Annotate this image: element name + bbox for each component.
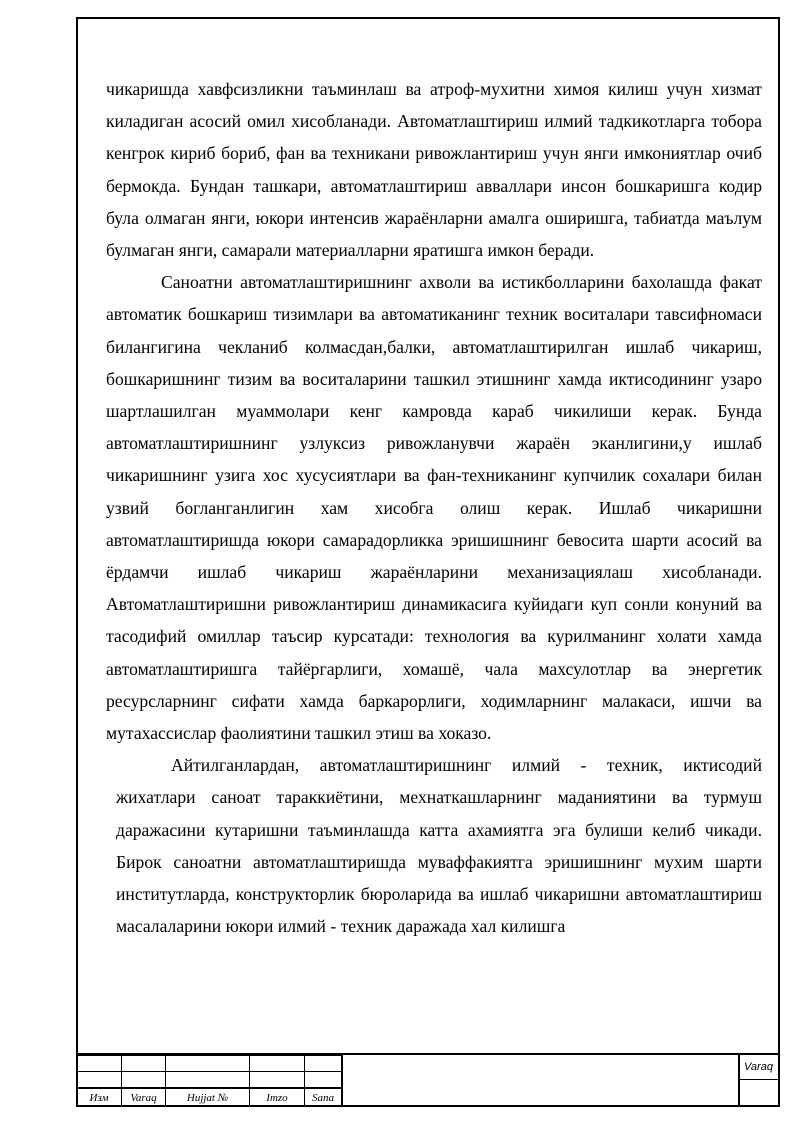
title-block-divider [341, 1055, 343, 1107]
col-hujjat-label: Hujjat № [166, 1088, 250, 1106]
title-block-row [77, 1072, 342, 1089]
col-imzo-label: Imzo [250, 1088, 305, 1106]
col-izm-label: Изм [77, 1088, 122, 1106]
document-body [106, 73, 762, 942]
paragraph-3: Айтилганлардан, автоматлаштиришнинг илмий - техник, иктисодий жихатлари саноат тараккиётини, мехнаткашларнинг маданиятини ва турмуш даражасини кутаришни таъминлашда катта ахамиятга эга булиши келиб чикади. Бирок саноатни автоматлаштиришда муваффакиятга эришишнинг мухим шарти институтларда, конструкторлик бюроларида ва ишлаб чикаришни автоматлаштириш масалаларини юкори илмий - техник даражада хал килишга [116, 755, 762, 937]
title-block-header-row [77, 1088, 342, 1106]
paragraph-2: Саноатни автоматлаштиришнинг ахволи ва истикболларини бахолашда факат автоматик бошкариш тизимлари ва автоматиканинг техник воситалари тавсифномаси билангигина чекланиб колмасдан,балки, автоматлаштирилган ишлаб чикариш, бошкаришнинг тизим ва воситаларини ташкил этишнинг хамда иктисодининг узаро шартлашилган муаммолари кенг камровда караб чикилиши керак. Бунда автоматлаштиришнинг узлуксиз ривожланувчи жараён эканлигини,у ишлаб чикаришнинг узига хос хусусиятлари ва фан-техниканинг купчилик сохалари билан узвий богланганлигин хам хисобга олиш керак. Ишлаб чикаришни автоматлаштиришда юкори самарадорликка эришишнинг бевосита шарти асосий ва ёрдамчи ишлаб чикариш жараёнларини механизациялаш хисобланади. Автоматлаштиришни ривожлантириш динамикасига куйидаги куп сонли конуний ва тасодифий омиллар таъсир курсатади: технология ва курилманинг холати хамда автоматлаштиришга тайёргарлиги, хомашё, чала махсулотлар ва энергетик ресурсларнинг сифати хамда баркарорлиги, ходимларнинг малакаси, ишчи ва мутахассислар фаолиятини ташкил этиш ва хоказо. [106, 272, 762, 744]
title-block-table [76, 1055, 342, 1107]
title-block-row [77, 1056, 342, 1072]
title-block [76, 1053, 780, 1107]
col-varaq-label: Varaq [122, 1088, 166, 1106]
sheet-number-label: Varaq [744, 1061, 773, 1073]
col-sana-label: Sana [305, 1088, 342, 1106]
sheet-box-line [740, 1079, 780, 1080]
sheet-box-divider [738, 1055, 740, 1107]
paragraph-1: чикаришда хавфсизликни таъминлаш ва атроф-мухитни химоя килиш учун хизмат киладиган асосий омил хисобланади. Автоматлаштириш илмий тадкикотларга тобора кенгрок кириб бориб, фан ва техникани ривожлантириш учун янги имкониятлар очиб бермокда. Бундан ташкари, автоматлаштириш авваллари инсон бошкаришга кодир була олмаган янги, юкори интенсив жараёнларни амалга оширишга, табиатда маълум булмаган янги, самарали материалларни яратишга имкон беради. [106, 79, 762, 261]
